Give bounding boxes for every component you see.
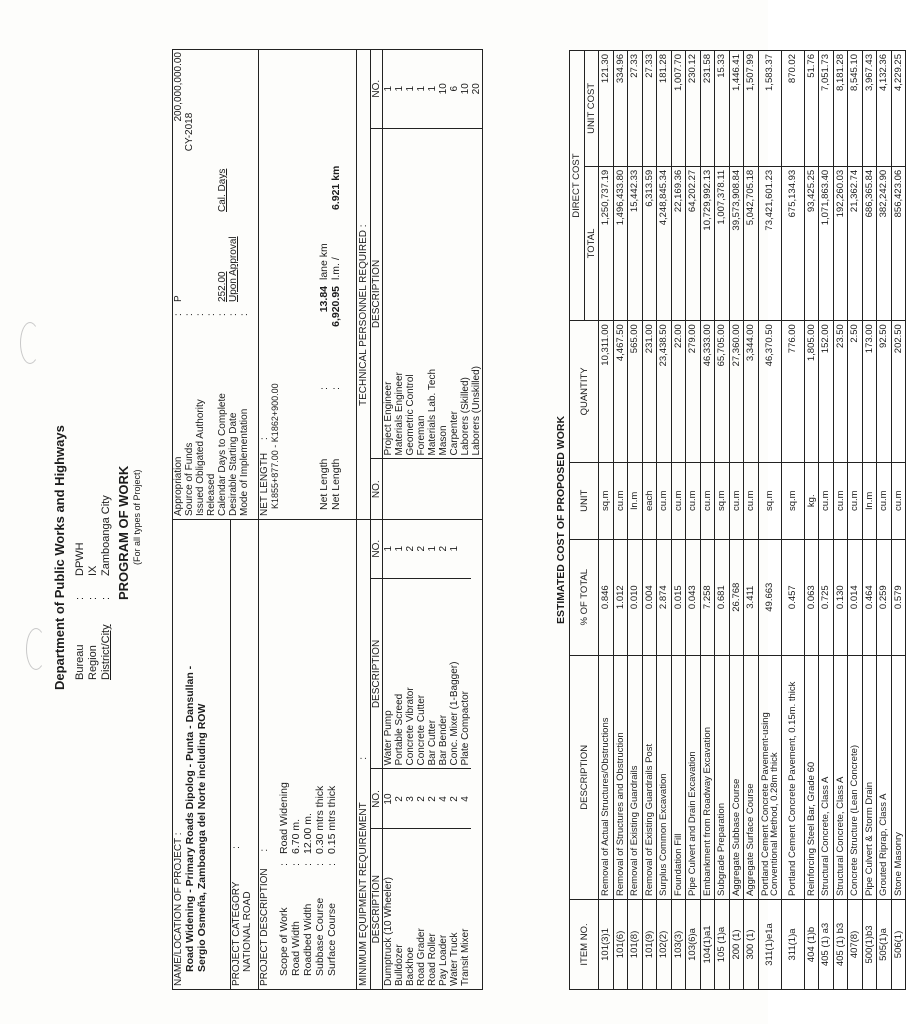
equipment-row: Backhoe 3 Concrete Vibrator 2 (405, 519, 416, 989)
personnel-row: Mason 10 (438, 49, 449, 519)
item-no: 101(6) (613, 899, 628, 989)
percent-of-total: 0.014 (848, 539, 863, 655)
item-description: Reinforcing Steel Bar, Grade 60 (804, 655, 819, 899)
unit: sq.m (715, 462, 730, 539)
personnel-row: Foreman 1 (416, 49, 427, 519)
funding-row: Mode of Implementation : (239, 313, 250, 516)
unit-cost: 15.33 (715, 51, 730, 167)
bureau-label: Bureau (74, 644, 86, 680)
item-no: 500(1)b3 (862, 899, 877, 989)
project-name-cell: NAME/LOCATION OF PROJECT : Road Widening - Primary Roads Dipolog - Punta - Dansullan - Sergio Osmeña, Zamboanga del Norte including ROW (173, 520, 231, 990)
unit: cu.m (744, 462, 759, 539)
quantity: 776.00 (781, 321, 804, 462)
equipment-row: Road Grader 2 Concrete Cutter 2 (416, 519, 427, 989)
equipment-row: Transit Mixer 4 Plate Compactor (460, 519, 471, 989)
funding-row: Appropriation : P 200,000,000.00 (173, 49, 184, 519)
col-unit-cost: UNIT COST (584, 51, 599, 167)
item-description: Grouted Riprap, Class A (877, 655, 892, 899)
equipment-table: DESCRIPTION NO. DESCRIPTION NO. Dumptruck (10 Wheeler) 10 Water Pump 1 Bulldozer 2 Portable Screed 1 Backhoe 3 Concrete Vibrator 2 Road Grader 2 Concrete Cutter 2 Road Roller 2 Bar Cutter 1 Pay Loader 4 Bar Bender 2 Water Truck 2 Conc. Mixer (1-Bagger) 1 Transit Mixer 4 Plate Compactor (371, 519, 471, 989)
cost-row (848, 51, 863, 990)
cost-row (642, 51, 657, 990)
quantity: 2.50 (848, 321, 863, 462)
quantity: 23,438.50 (657, 321, 672, 462)
percent-of-total: 0.130 (833, 539, 848, 655)
item-description: Structural Concrete, Class A (819, 655, 834, 899)
cost-row (862, 51, 877, 990)
percent-of-total: 0.579 (891, 539, 906, 655)
equipment-row: Road Roller 2 Bar Cutter 1 (427, 519, 438, 989)
cost-row (804, 51, 819, 990)
district-row: District/City:Zamboanga City (100, 495, 112, 680)
cost-row (671, 51, 686, 990)
unit: cu.m (729, 462, 744, 539)
quantity: 46,370.50 (758, 321, 781, 462)
funding-table (173, 49, 250, 519)
unit-cost: 121.30 (599, 51, 614, 167)
unit: cu.m (891, 462, 906, 539)
unit: each (642, 462, 657, 539)
unit-cost: 3,967.43 (862, 51, 877, 167)
item-no: 102(2) (657, 899, 672, 989)
document-header (50, 50, 170, 990)
total-cost: 73,421,601.23 (758, 166, 781, 320)
percent-of-total: 2.874 (657, 539, 672, 655)
quantity: 65,705.00 (715, 321, 730, 462)
total-cost: 686,365.84 (862, 166, 877, 320)
total-cost: 1,496,433.80 (613, 166, 628, 320)
personnel-row: Project Engineer 1 (383, 49, 395, 519)
quantity: 202.50 (891, 321, 906, 462)
total-cost: 6,313.59 (642, 166, 657, 320)
col-quantity: QUANTITY (570, 321, 599, 462)
total-cost: 1,007,378.11 (715, 166, 730, 320)
personnel-row: Materials Lab. Tech 1 (427, 49, 438, 519)
unit: cu.m (671, 462, 686, 539)
equipment-cell (371, 520, 483, 990)
scope-row: Surface Course : 0.15 mtrs thick (326, 785, 338, 976)
item-no: 311(1)e1a (758, 899, 781, 989)
total-cost: 93,425.25 (804, 166, 819, 320)
unit-cost: 230.12 (686, 51, 701, 167)
unit-cost: 4,229.25 (891, 51, 906, 167)
personnel-row: Geometric Control 1 (405, 49, 416, 519)
item-description: Removal of Existing Guardrails Post (642, 655, 657, 899)
item-no: 405 (1) a3 (819, 899, 834, 989)
unit: cu.m (613, 462, 628, 539)
personnel-title-cell: TECHNICAL PERSONNEL REQUIRED : (357, 50, 371, 520)
cost-row (877, 51, 892, 990)
unit: cu.m (700, 462, 715, 539)
item-description: Subgrade Preparation (715, 655, 730, 899)
unit-cost: 8,545.10 (848, 51, 863, 167)
item-no: 101(8) (628, 899, 643, 989)
quantity: 22.00 (671, 321, 686, 462)
unit-cost: 7,051.73 (819, 51, 834, 167)
personnel-row: Carpenter 6 (449, 49, 460, 519)
net-length-table (318, 133, 342, 513)
total-cost: 21,362.74 (848, 166, 863, 320)
quantity: 152.00 (819, 321, 834, 462)
funding-row: Source of Funds : CY-2018 (184, 49, 195, 519)
region-label: Region (87, 645, 99, 680)
net-length-station: K1855+877.00 - K1862+900.00 (270, 383, 280, 509)
department-title: Department of Public Works and Highways (52, 425, 67, 690)
program-of-work-page (50, 50, 904, 990)
project-description-label: PROJECT DESCRIPTION (259, 868, 270, 986)
scope-row: Road Width : 6.70 m. (290, 818, 302, 976)
scope-row: Roadbed Width : 12.00 m. (302, 813, 314, 976)
total-cost: 856,423.06 (891, 166, 906, 320)
unit: cu.m (657, 462, 672, 539)
quantity: 46,333.00 (700, 321, 715, 462)
cost-row (819, 51, 834, 990)
equipment-row: Water Truck 2 Conc. Mixer (1-Bagger) 1 (449, 519, 460, 989)
unit: ln.m (862, 462, 877, 539)
funding-row: Calendar Days to Complete : 252.00 Cal. Days (217, 168, 228, 516)
cost-row (657, 51, 672, 990)
appropriation-amount: 200,000,000.00 (173, 52, 184, 122)
personnel-row: Laborers (Skilled) 10 (460, 49, 471, 519)
unit: ln.m (628, 462, 643, 539)
personnel-cell (371, 50, 483, 520)
unit-cost: 8,181.28 (833, 51, 848, 167)
calendar-days-value: 252.00 (217, 271, 228, 302)
equipment-row: Pay Loader 4 Bar Bender 2 (438, 519, 449, 989)
quantity: 279.00 (686, 321, 701, 462)
item-description: Stone Masonry (891, 655, 906, 899)
project-category-label: PROJECT CATEGORY (231, 881, 242, 986)
quantity: 23.50 (833, 321, 848, 462)
item-no: 101(3)1 (599, 899, 614, 989)
personnel-title: TECHNICAL PERSONNEL REQUIRED (358, 230, 369, 406)
quantity: 92.50 (877, 321, 892, 462)
starting-date-value: Upon Approval (228, 236, 239, 302)
unit-cost: 1,007.70 (671, 51, 686, 167)
district-label: District/City (100, 624, 112, 680)
item-description: Surplus Common Excavation (657, 655, 672, 899)
cost-row (686, 51, 701, 990)
cost-row (781, 51, 804, 990)
total-cost: 15,442.33 (628, 166, 643, 320)
item-description: Embankment from Roadway Excavation (700, 655, 715, 899)
percent-of-total: 7.258 (700, 539, 715, 655)
percent-of-total: 0.015 (671, 539, 686, 655)
unit: kg. (804, 462, 819, 539)
item-no: 103(3) (671, 899, 686, 989)
project-description-cell: PROJECT DESCRIPTION : Scope of Work : Road Widening Road Width : 6.70 m. Roadbed Width : 12.00 m. Subbase Course : 0.30 mtrs thick Surface Course : 0.15 mtrs thick (259, 520, 357, 990)
total-cost: 39,573,908.84 (729, 166, 744, 320)
item-no: 407(8) (848, 899, 863, 989)
equipment-title-cell: MINIMUM EQUIPMENT REQUIREMENT : (357, 520, 371, 990)
program-title: PROGRAM OF WORK (116, 465, 131, 600)
col-unit: UNIT (570, 462, 599, 539)
percent-of-total: 0.043 (686, 539, 701, 655)
cost-row (628, 51, 643, 990)
district-value: Zamboanga City (100, 495, 112, 576)
program-note: (For all types of Project) (132, 469, 142, 565)
item-no: 103(6)a (686, 899, 701, 989)
quantity: 27,360.00 (729, 321, 744, 462)
percent-of-total: 0.725 (819, 539, 834, 655)
cost-row (891, 51, 906, 990)
quantity: 173.00 (862, 321, 877, 462)
item-description: Pipe Culvert & Storm Drain (862, 655, 877, 899)
item-description: Removal of Actual Structures/Obstructions (599, 655, 614, 899)
col-percent: % OF TOTAL (570, 539, 599, 655)
percent-of-total: 0.846 (599, 539, 614, 655)
unit: sq.m (781, 462, 804, 539)
percent-of-total: 0.457 (781, 539, 804, 655)
item-description: Portland Cement Concrete Pavement, 0.15m. thick (781, 655, 804, 899)
funding-row: Released : (206, 313, 217, 516)
cost-row (613, 51, 628, 990)
net-length-row: Net Length : 13.84 lane km (318, 243, 330, 510)
funding-row: Issued Obligated Authority : (195, 313, 206, 516)
item-description: Removal of Existing Guardrails (628, 655, 643, 899)
cost-row (744, 51, 759, 990)
region-value: IX (87, 565, 99, 576)
unit-cost: 51.76 (804, 51, 819, 167)
unit-cost: 27.33 (628, 51, 643, 167)
unit: sq.m (599, 462, 614, 539)
item-no: 404 (1)b (804, 899, 819, 989)
percent-of-total: 0.681 (715, 539, 730, 655)
cost-row (729, 51, 744, 990)
item-description: Foundation Fill (671, 655, 686, 899)
quantity: 10,311.00 (599, 321, 614, 462)
equipment-row: Bulldozer 2 Portable Screed 1 (394, 519, 405, 989)
funding-row: Desirable Starting Date : Upon Approval (228, 49, 239, 519)
cost-row (758, 51, 781, 990)
unit: cu.m (833, 462, 848, 539)
net-length-label: NET LENGTH (259, 452, 270, 516)
item-no: 311(1)a (781, 899, 804, 989)
bureau-row: Bureau:DPWH (74, 542, 86, 680)
unit: sq.m (758, 462, 781, 539)
col-description: DESCRIPTION (570, 655, 599, 899)
net-length-row: Net Length : 6,920.95 l.m. / 6.921 km (330, 165, 342, 510)
unit-cost: 4,132.36 (877, 51, 892, 167)
unit-cost: 231.58 (700, 51, 715, 167)
item-description: Portland Cement Concrete Pavement-using Conventional Method, 0.28m thick (758, 655, 781, 899)
project-info-table (172, 49, 483, 990)
item-description: Structural Concrete, Class A (833, 655, 848, 899)
item-no: 405 (1) b3 (833, 899, 848, 989)
unit: cu.m (877, 462, 892, 539)
percent-of-total: 0.259 (877, 539, 892, 655)
equipment-row: Dumptruck (10 Wheeler) 10 Water Pump 1 (383, 519, 395, 989)
cost-table-body (599, 51, 906, 990)
punch-hole-mark (20, 322, 40, 364)
personnel-row: Laborers (Unskilled) 20 (471, 49, 482, 519)
unit: cu.m (848, 462, 863, 539)
col-total: TOTAL (584, 166, 599, 320)
unit-cost: 334.96 (613, 51, 628, 167)
quantity: 3,344.00 (744, 321, 759, 462)
quantity: 4,467.50 (613, 321, 628, 462)
cost-row (700, 51, 715, 990)
scope-row: Subbase Course : 0.30 mtrs thick (314, 785, 326, 976)
item-no: 300 (1) (744, 899, 759, 989)
personnel-row: Materials Engineer 1 (394, 49, 405, 519)
item-no: 104(1)a1 (700, 899, 715, 989)
unit-cost: 870.02 (781, 51, 804, 167)
percent-of-total: 0.063 (804, 539, 819, 655)
cost-row (715, 51, 730, 990)
punch-hole-mark (26, 628, 46, 670)
scope-row: Scope of Work : Road Widening (278, 782, 290, 976)
item-description: Pipe Culvert and Drain Excavation (686, 655, 701, 899)
unit-cost: 27.33 (642, 51, 657, 167)
unit-cost: 1,507.99 (744, 51, 759, 167)
item-no: 101(9) (642, 899, 657, 989)
quantity: 565.00 (628, 321, 643, 462)
total-cost: 382,242.90 (877, 166, 892, 320)
percent-of-total: 0.004 (642, 539, 657, 655)
cost-row (599, 51, 614, 990)
estimated-cost-section (555, 50, 906, 990)
net-length-cell: NET LENGTH : K1855+877.00 - K1862+900.00 Net Length : 13.84 lane km Net Length : 6,920.95 l.m. / 6.921 km (259, 50, 357, 520)
quantity: 231.00 (642, 321, 657, 462)
percent-of-total: 49.663 (758, 539, 781, 655)
item-description: Removal of Structures and Obstruction (613, 655, 628, 899)
bureau-value: DPWH (74, 542, 86, 576)
total-cost: 64,202.27 (686, 166, 701, 320)
equipment-title: MINIMUM EQUIPMENT REQUIREMENT (358, 802, 369, 986)
cost-row (833, 51, 848, 990)
unit: cu.m (686, 462, 701, 539)
total-cost: 675,134.93 (781, 166, 804, 320)
project-name-line1: Road Widening - Primary Roads Dipolog - Punta - Dansullan - (184, 665, 196, 972)
percent-of-total: 26.768 (729, 539, 744, 655)
quantity: 1,805.00 (804, 321, 819, 462)
item-no: 105 (1)a (715, 899, 730, 989)
item-no: 506(1) (891, 899, 906, 989)
item-no: 200 (1) (729, 899, 744, 989)
unit-cost: 1,446.41 (729, 51, 744, 167)
project-category-value: NATIONAL ROAD (242, 891, 253, 972)
source-of-funds: CY-2018 (184, 112, 195, 152)
item-no: 505(1)a (877, 899, 892, 989)
total-cost: 4,248,845.34 (657, 166, 672, 320)
percent-of-total: 0.010 (628, 539, 643, 655)
funding-cell (173, 50, 259, 520)
unit-cost: 181.28 (657, 51, 672, 167)
project-name-label: NAME/LOCATION OF PROJECT (173, 838, 184, 986)
region-row: Region:IX (87, 565, 99, 680)
item-description: Concrete Structure (Lean Concrete) (848, 655, 863, 899)
project-name-line2: Sergio Osmeña, Zamboanga del Norte including ROW (196, 703, 208, 972)
scope-table (278, 657, 338, 979)
total-cost: 192,260.03 (833, 166, 848, 320)
percent-of-total: 1.012 (613, 539, 628, 655)
estimated-cost-table (569, 50, 906, 990)
unit: cu.m (819, 462, 834, 539)
item-description: Aggregate Surface Course (744, 655, 759, 899)
col-direct-cost: DIRECT COST (570, 51, 585, 321)
total-cost: 1,250,737.19 (599, 166, 614, 320)
percent-of-total: 0.464 (862, 539, 877, 655)
unit-cost: 1,583.37 (758, 51, 781, 167)
item-description: Aggregate Subbase Course (729, 655, 744, 899)
percent-of-total: 3.411 (744, 539, 759, 655)
total-cost: 5,042,705.18 (744, 166, 759, 320)
total-cost: 1,071,863.40 (819, 166, 834, 320)
project-category-cell: PROJECT CATEGORY : NATIONAL ROAD (231, 520, 259, 990)
estimated-cost-title: ESTIMATED COST OF PROPOSED WORK (555, 415, 567, 625)
total-cost: 22,169.36 (671, 166, 686, 320)
total-cost: 10,729,992.13 (700, 166, 715, 320)
personnel-table: NO. DESCRIPTION NO. Project Engineer 1 Materials Engineer 1 Geometric Control 1 Foreman 1 Materials Lab. Tech 1 Mason 10 Carpenter 6 Laborers (Skilled) 10 Laborers (Unskilled) 20 (371, 49, 482, 519)
col-item-no: ITEM NO. (570, 899, 599, 989)
